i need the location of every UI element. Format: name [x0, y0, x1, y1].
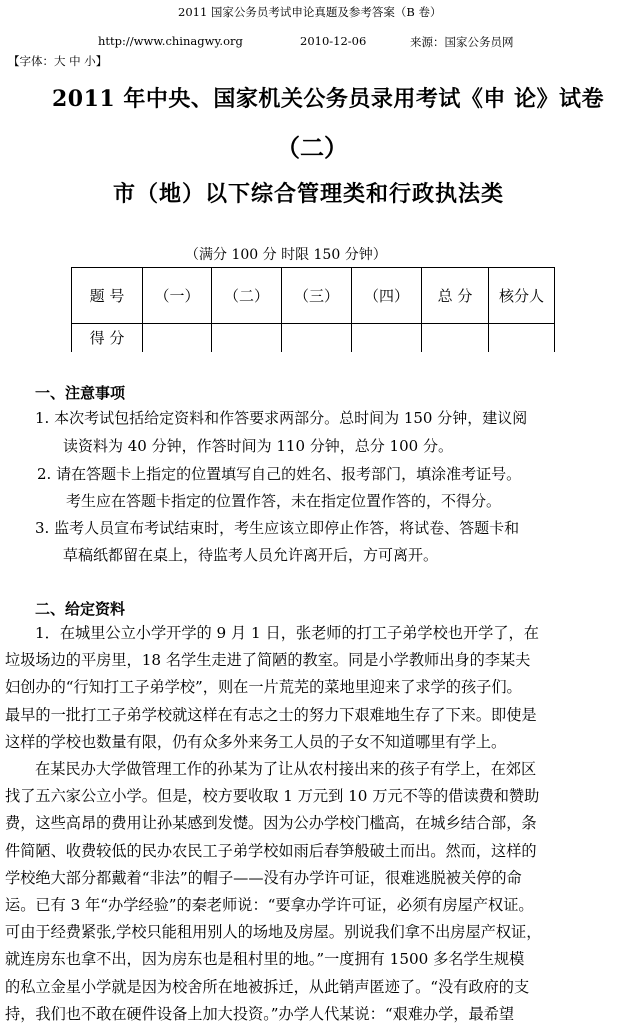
- note-item-2-line1: 2. 请在答题卡上指定的位置填写自己的姓名、报考部门，填涂准考证号。: [37, 465, 522, 483]
- score-table-score-row: [72, 324, 555, 352]
- paragraph-line: 这样的学校也数量有限，仍有众多外来务工人员的子女不知道哪里有学上。: [5, 732, 507, 751]
- paragraph-line: 的私立金星小学就是因为校舍所在地被拆迁，从此销声匿迹了。“没有政府的支: [5, 977, 530, 996]
- exam-title: 2011 年中央、国家机关公务员录用考试《申 论》试卷: [52, 86, 605, 112]
- score-table-header-cell: （四）: [352, 268, 422, 324]
- score-table: [71, 267, 555, 352]
- score-table-header-cell: 题 号: [72, 268, 143, 324]
- score-cell[interactable]: [282, 324, 352, 352]
- score-table-header-row: [72, 268, 555, 324]
- paragraph-line: 就连房东也拿不出，因为房东也是租村里的地。”一度拥有 1500 多名学生规模: [5, 950, 525, 969]
- score-table-header-cell: 核分人: [489, 268, 555, 324]
- materials-heading: 二、给定资料: [35, 600, 126, 618]
- doc-header-title: 2011 国家公务员考试申论真题及参考答案（B 卷）: [178, 5, 442, 19]
- material-paragraph-2: [0, 756, 630, 1028]
- note-item-3-line2: 草稿纸都留在桌上，待监考人员允许离开后，方可离开。: [63, 546, 439, 564]
- paragraph-line: 垃圾场边的平房里，18 名学生走进了简陋的教室。同是小学教师出身的李某夫: [5, 651, 531, 670]
- paragraph-line: 件简陋、收费较低的民办农民工子弟学校如雨后春笋般破土而出。然而，这样的: [5, 841, 537, 860]
- note-item-1-line2: 读资料为 40 分钟，作答时间为 110 分钟，总分 100 分。: [63, 437, 453, 455]
- exam-category: 市（地）以下综合管理类和行政执法类: [113, 181, 505, 207]
- paragraph-line: 最早的一批打工子弟学校就这样在有志之士的努力下艰难地生存了下来。即使是: [5, 705, 537, 724]
- paragraph-line: 在某民办大学做管理工作的孙某为了让从农村接出来的孩子有学上，在郊区: [35, 760, 537, 778]
- score-table-row-label: 得 分: [72, 324, 143, 352]
- score-table-header-cell: （一）: [143, 268, 212, 324]
- material-paragraph-1: [0, 620, 630, 756]
- score-cell[interactable]: [352, 324, 422, 352]
- header-date: 2010-12-06: [300, 34, 367, 48]
- score-cell[interactable]: [212, 324, 282, 352]
- exam-time-limit: （满分 100 分 时限 150 分钟）: [185, 247, 387, 263]
- font-size-selector[interactable]: 【字体：大 中 小】: [8, 54, 108, 68]
- paragraph-line: 持，我们也不敢在硬件设备上加大投资。”办学人代某说：“艰难办学，最希望: [5, 1004, 515, 1023]
- score-table-header-cell: （三）: [282, 268, 352, 324]
- score-table-header-cell: 总 分: [422, 268, 489, 324]
- score-cell[interactable]: [422, 324, 489, 352]
- paragraph-line: 学校绝大部分都戴着“非法”的帽子——没有办学许可证，很难逃脱被关停的命: [5, 868, 522, 887]
- paragraph-line: 妇创办的“行知打工子弟学校”，则在一片荒芜的菜地里迎来了求学的孩子们。: [5, 678, 522, 697]
- exam-volume: （二）: [276, 133, 348, 162]
- note-item-1-line1: 1. 本次考试包括给定资料和作答要求两部分。总时间为 150 分钟，建议阅: [35, 409, 528, 427]
- paragraph-line: 找了五六家公立小学。但是，校方要收取 1 万元到 10 万元不等的借读费和赞助: [5, 787, 540, 806]
- score-cell[interactable]: [489, 324, 555, 352]
- score-table-header-cell: （二）: [212, 268, 282, 324]
- score-cell[interactable]: [143, 324, 212, 352]
- note-item-3-line1: 3. 监考人员宣布考试结束时，考生应该立即停止作答，将试卷、答题卡和: [35, 519, 520, 537]
- note-item-2-line2: 考生应在答题卡指定的位置作答，未在指定位置作答的，不得分。: [66, 492, 502, 510]
- header-url[interactable]: http://www.chinagwy.org: [98, 34, 243, 48]
- header-source: 来源：国家公务员网: [410, 35, 514, 49]
- notes-heading: 一、注意事项: [35, 384, 126, 402]
- paragraph-line: 1．在城里公立小学开学的 9 月 1 日，张老师的打工子弟学校也开学了，在: [35, 624, 539, 642]
- paragraph-line: 可由于经费紧张,学校只能租用别人的场地及房屋。别说我们拿不出房屋产权证，: [5, 923, 542, 942]
- paragraph-line: 费，这些高昂的费用让孙某感到发憷。因为公办学校门槛高，在城乡结合部，条: [5, 814, 537, 833]
- paragraph-line: 运。已有 3 年“办学经验”的秦老师说：“要拿办学许可证，必须有房屋产权证。: [5, 896, 534, 915]
